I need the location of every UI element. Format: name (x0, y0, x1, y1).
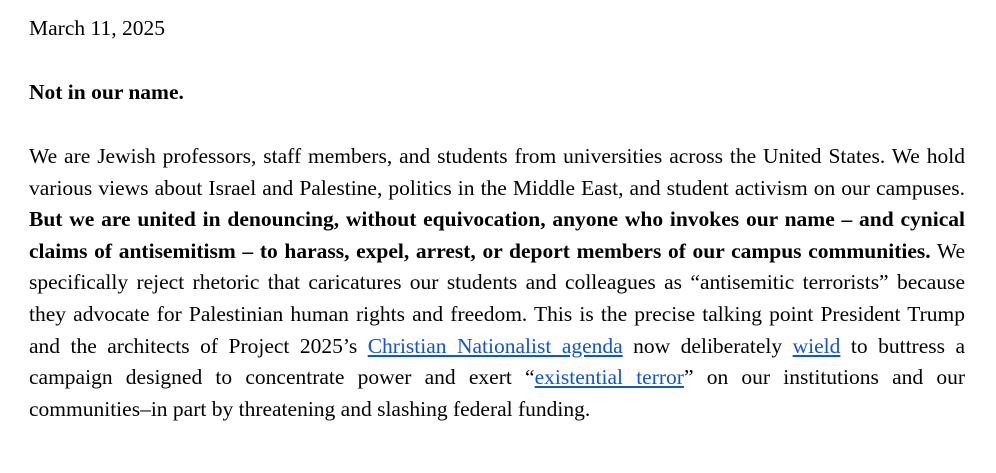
christian-nationalist-agenda-link[interactable]: Christian Nationalist agenda (367, 333, 623, 358)
body-text-segment: We specifically reject rhetoric that caricatures our students and colleagues as “antisemitic terrorists” because they advocate for Palestinian human rights and freedom. This is the precise talking point President Trump and the architects of Project 2025’s (29, 238, 965, 358)
body-text-segment: now deliberately (622, 333, 793, 358)
existential-terror-link[interactable]: existential terror (534, 365, 684, 390)
body-text-segment: to buttress a campaign designed to concentrate power and exert “ (29, 333, 965, 390)
bold-statement: But we are united in denouncing, without equivocation, anyone who invokes our name – and cynical claims of antisemitism – to harass, expel, arrest, or deport members of our campus communities. (29, 207, 965, 263)
letter-date: March 11, 2025 (29, 16, 165, 40)
intro-text: We are Jewish professors, staff members, and students from universities across the United States. We hold various views about Israel and Palestine, politics in the Middle East, and student activism on our campuses. (29, 144, 965, 200)
body-text-segment: ” on our institutions and our communities–in part by threatening and slashing federal funding. (29, 365, 966, 421)
letter-body-paragraph (29, 141, 965, 425)
wield-link[interactable]: wield (792, 333, 841, 358)
letter-headline: Not in our name. (29, 80, 184, 104)
